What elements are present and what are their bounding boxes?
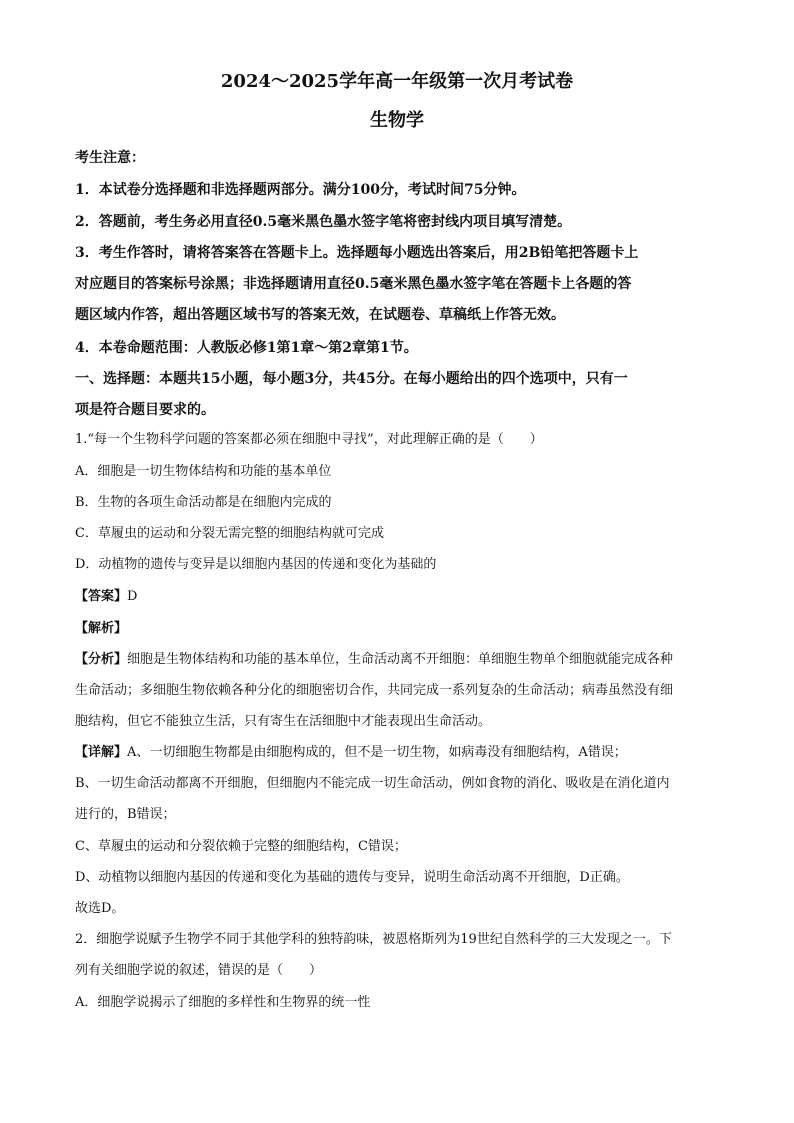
question-1-option-a: A．细胞是一切生物体结构和功能的基本单位 [75,464,332,479]
xiangjie-text: C、草履虫的运动和分裂依赖于完整的细胞结构，C错误； [75,839,407,854]
answer-value: D [127,589,138,604]
fenxi-text: 细胞是生物体结构和功能的基本单位，生命活动离不开细胞：单细胞生物单个细胞就能完成各种 [127,652,674,667]
exam-title: 2024～2025学年高一年级第一次月考试卷 [220,71,574,92]
note-item: 1．本试卷分选择题和非选择题两部分。满分100分，考试时间75分钟。 [75,182,526,198]
note-item: 题区域内作答，超出答题区域书写的答案无效，在试题卷、草稿纸上作答无效。 [75,307,565,323]
section-heading: 一、选择题：本题共15小题，每小题3分，共45分。在每小题给出的四个选项中，只有一 [75,371,628,387]
notes-heading: 考生注意： [75,150,145,166]
fenxi-text: 生命活动；多细胞生物依赖各种分化的细胞密切合作，共同完成一系列复杂的生命活动；病毒虽然没有细 [75,683,674,698]
question-2-stem: 2．细胞学说赋予生物学不同于其他学科的独特韵味，被恩格斯列为19世纪自然科学的三大发现之一。下 [75,932,672,947]
answer-tag: 【答案】 [75,589,128,604]
question-1-option-c: C．草履虫的运动和分裂无需完整的细胞结构就可完成 [75,526,384,541]
note-item: 对应题目的答案标号涂黑；非选择题请用直径0.5毫米黑色墨水签字笔在答题卡上各题的答 [75,276,632,292]
question-1-stem: 1.“每一个生物科学问题的答案都必须在细胞中寻找”，对此理解正确的是（ ） [75,432,543,447]
conclusion-text: 故选D。 [75,901,125,916]
subject-title: 生物学 [370,110,424,131]
note-item: 2．答题前，考生务必用直径0.5毫米黑色墨水签字笔将密封线内项目填写清楚。 [75,214,572,230]
question-2-stem-cont: 列有关细胞学说的叙述，错误的是（ ） [75,963,323,978]
analysis-tag: 【解析】 [75,621,128,636]
xiangjie-text: B、一切生命活动都离不开细胞，但细胞内不能完成一切生命活动，例如食物的消化、吸收是在消化道内 [75,776,670,791]
xiangjie-tag: 【详解】 [75,745,128,760]
fenxi-line [75,650,673,670]
answer-line [75,587,137,607]
question-1-option-d: D．动植物的遗传与变异是以细胞内基因的传递和变化为基础的 [75,557,437,572]
note-item: 4．本卷命题范围：人教版必修1第1章～第2章第1节。 [75,340,418,356]
xiangjie-line [75,743,627,763]
fenxi-text: 胞结构，但它不能独立生活，只有寄生在活细胞中才能表现出生命活动。 [75,714,492,729]
note-item: 3．考生作答时，请将答案答在答题卡上。选择题每小题选出答案后，用2B铅笔把答题卡上 [75,245,639,261]
fenxi-tag: 【分析】 [75,652,128,667]
question-2-option-a: A．细胞学说揭示了细胞的多样性和生物界的统一性 [75,995,371,1010]
xiangjie-text: D、动植物以细胞内基因的传递和变化为基础的遗传与变异，说明生命活动离不开细胞，D正确。 [75,870,629,885]
xiangjie-text: 进行的，B错误； [75,807,176,822]
xiangjie-text: A、一切细胞生物都是由细胞构成的，但不是一切生物，如病毒没有细胞结构，A错误； [127,745,627,760]
section-heading-cont: 项是符合题目要求的。 [75,402,215,418]
question-1-option-b: B．生物的各项生命活动都是在细胞内完成的 [75,495,332,510]
